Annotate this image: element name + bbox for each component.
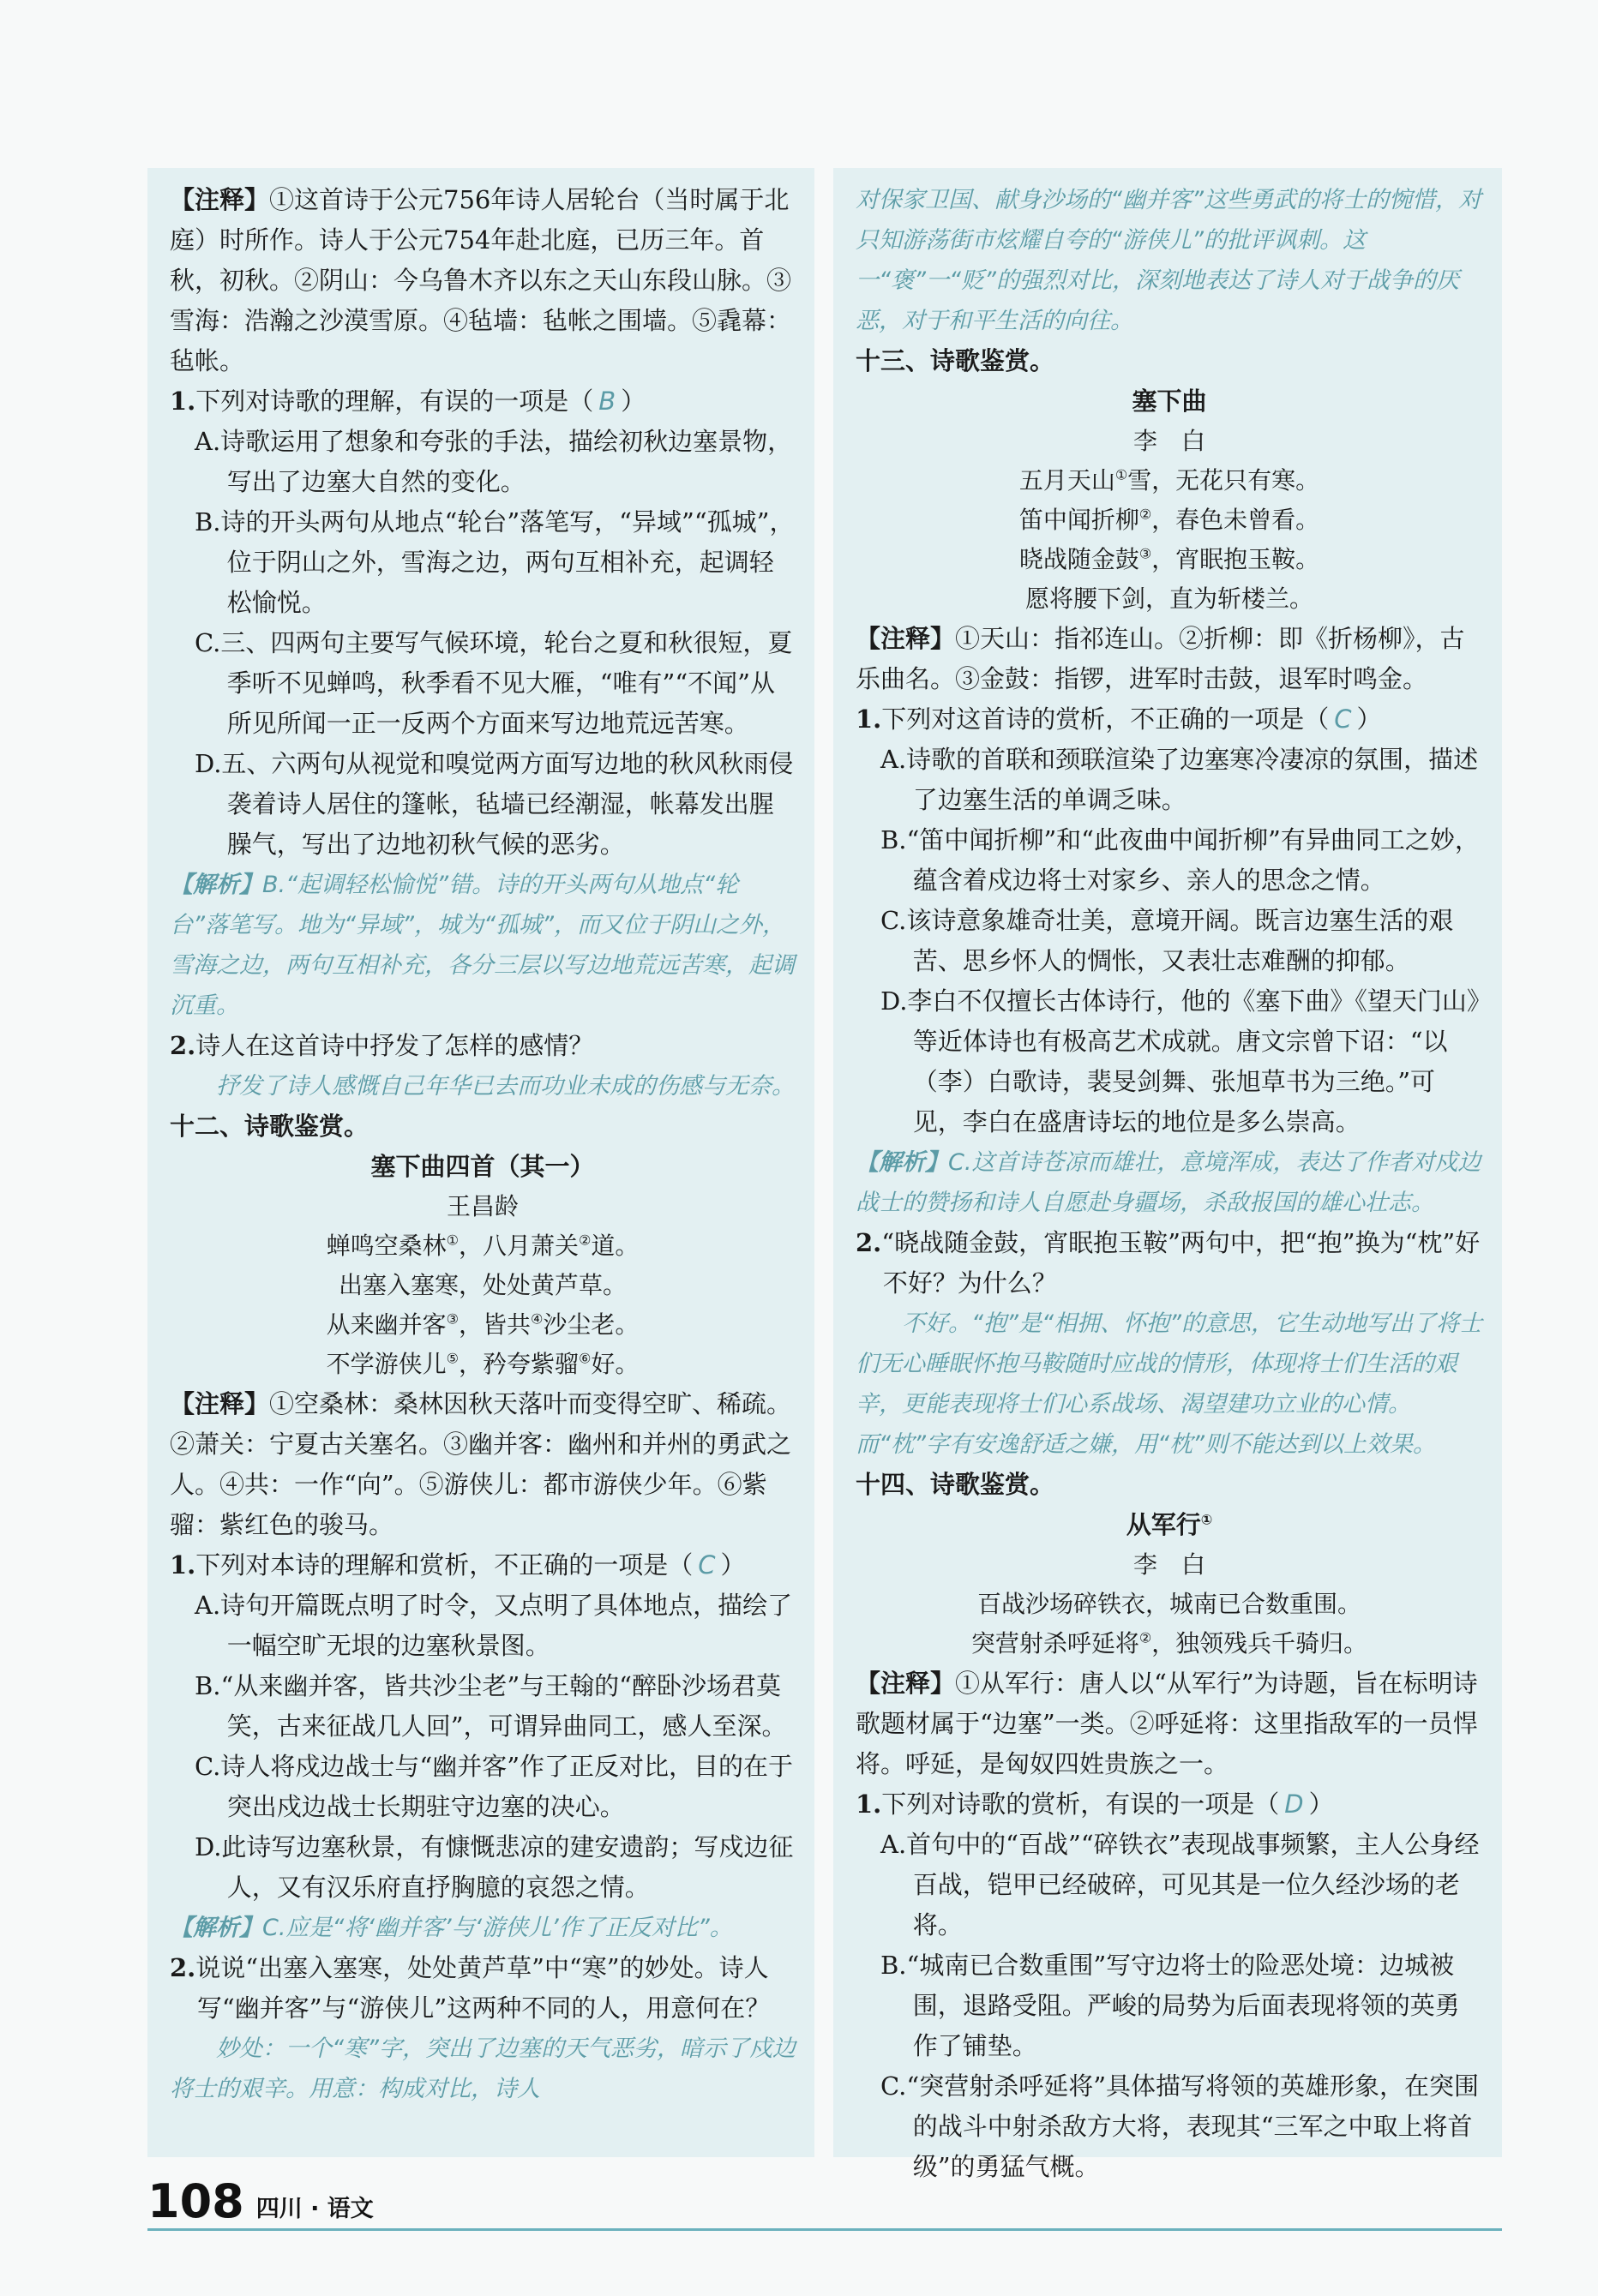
option-a: A.诗歌的首联和颈联渲染了边塞寒冷凄凉的氛围，描述了边塞生活的单调乏味。 (880, 745, 1479, 814)
poem-title: 塞下曲 (1132, 387, 1207, 416)
analysis-12-1: 【解析】C.应是“将‘幽并客’与‘游侠儿’作了正反对比”。 (170, 1915, 733, 1941)
section-heading-14: 十四、诗歌鉴赏。 (856, 1470, 1055, 1499)
question-13-2: 2.“晓战随金鼓，宵眠抱玉鞍”两句中，把“抱”换为“枕”好不好？为什么？ (856, 1228, 1481, 1298)
poem-line: 愿将腰下剑，直为斩楼兰。 (1024, 584, 1313, 613)
option-c: C.“突营射杀呼延将”具体描写将领的英雄形象，在突围的战斗中射杀敌方大将，表现其“三军之中取上将首级”的勇猛气概。 (880, 2071, 1480, 2181)
option-b: B.“笛中闻折柳”和“此夜曲中闻折柳”有异曲同工之妙，蕴含着戍边将士对家乡、亲人的思念之情。 (880, 825, 1480, 895)
question-12-2: 2.说说“出塞入塞寒，处处黄芦草”中“寒”的妙处。诗人写“幽并客”与“游侠儿”这两种不同的人，用意何在？ (170, 1953, 771, 2023)
note-poem-12: 【注释】①空桑林：桑林因秋天落叶而变得空旷、稀疏。②萧关：宁夏古关塞名。③幽并客：幽州和并州的勇武之人。④共：一作“向”。⑤游侠儿：都市游侠少年。⑥紫骝：紫红色的骏马。 (170, 1389, 792, 1539)
note-poem-11: 【注释】①这首诗于公元756年诗人居轮台（当时属于北庭）时所作。诗人于公元754年赴北庭，已历三年。首秋，初秋。②阴山：今乌鲁木齐以东之天山东段山脉。③雪海：浩瀚之沙漠雪原。④毡墙：毡帐之围墙。⑤毳幕：毡帐。 (170, 185, 792, 375)
option-d: D.此诗写边塞秋景，有慷慨悲凉的建安遗韵；写戍边征人，又有汉乐府直抒胸臆的哀怨之情。 (195, 1832, 794, 1902)
poem-line: 突营射杀呼延将②，独领残兵千骑归。 (970, 1629, 1368, 1658)
option-b: B.“从来幽并客，皆共沙尘老”与王翰的“醉卧沙场君莫笑，古来征战几人回”，可谓异曲同工，感人至深。 (195, 1671, 787, 1741)
poem-author: 王昌龄 (446, 1192, 519, 1220)
book-info: 四川 · 语文 (255, 2196, 374, 2222)
section-heading-13: 十三、诗歌鉴赏。 (856, 346, 1055, 375)
analysis-13-1: 【解析】C.这首诗苍凉而雄壮，意境浑成，表达了作者对戍边战士的赞扬和诗人自愿赴身疆场，杀敌报国的雄心壮志。 (856, 1149, 1481, 1216)
poem-line: 五月天山①雪，无花只有寒。 (1018, 466, 1320, 495)
option-d: D.五、六两句从视觉和嗅觉两方面写边地的秋风秋雨侵袭着诗人居住的篷帐，毡墙已经潮湿，帐幕发出腥臊气，写出了边地初秋气候的恶劣。 (195, 749, 794, 859)
answer-12-2: 妙处：一个“寒”字，突出了边塞的天气恶劣，暗示了戍边将士的艰辛。用意：构成对比，诗人 (170, 2035, 796, 2102)
answer-mark: C (1334, 704, 1352, 734)
poem-title: 塞下曲四首（其一） (370, 1152, 595, 1181)
poem-line: 出塞入塞寒，处处黄芦草。 (338, 1271, 627, 1299)
option-a: A.诗歌运用了想象和夸张的手法，描绘初秋边塞景物，写出了边塞大自然的变化。 (195, 427, 793, 496)
question-14-1: 1.下列对诗歌的赏析，有误的一项是（ D ） (856, 1789, 1334, 1819)
answer-mark: B (598, 387, 616, 416)
poem-title: 从军行① (1126, 1510, 1213, 1539)
page-number: 108 (147, 2174, 244, 2228)
note-poem-14: 【注释】①从军行：唐人以“从军行”为诗题，旨在标明诗歌题材属于“边塞”一类。②呼延将：这里指敌军的一员悍将。呼延，是匈奴四姓贵族之一。 (856, 1669, 1478, 1778)
note-poem-13: 【注释】①天山：指祁连山。②折柳：即《折杨柳》，古乐曲名。③金鼓：指锣，进军时击鼓，退军时鸣金。 (856, 624, 1465, 693)
question-11-2: 2.诗人在这首诗中抒发了怎样的感情？ (170, 1031, 594, 1060)
question-11-1: 1.下列对诗歌的理解，有误的一项是（ B ） (170, 387, 646, 416)
question-12-1: 1.下列对本诗的理解和赏析，不正确的一项是（ C ） (170, 1550, 746, 1580)
option-b: B.诗的开头两句从地点“轮台”落笔写，“异域”“孤城”，位于阴山之外，雪海之边，两句互相补充，起调轻松愉悦。 (195, 507, 795, 617)
option-d: D.李白不仅擅长古体诗行，他的《塞下曲》《望天门山》等近体诗也有极高艺术成就。唐文宗曾下诏：“以（李）白歌诗，裴旻剑舞、张旭草书为三绝。”可见，李白在盛唐诗坛的地位是多么崇高。 (880, 986, 1480, 1136)
footer-divider (147, 2228, 1502, 2231)
section-heading-12: 十二、诗歌鉴赏。 (170, 1112, 369, 1141)
option-b: B.“城南已合数重围”写守边将士的险恶处境：边城被围，退路受阻。严峻的局势为后面表现将领的英勇作了铺垫。 (880, 1951, 1460, 2060)
poem-author: 李 白 (1132, 1550, 1205, 1579)
poem-author: 李 白 (1132, 427, 1205, 455)
option-a: A.首句中的“百战”“碎铁衣”表现战事频繁，主人公身经百战，铠甲已经破碎，可见其是一位久经沙场的老将。 (880, 1830, 1480, 1939)
poem-line: 从来幽并客③，皆共④沙尘老。 (326, 1310, 640, 1339)
answer-13-2: 不好。“抱”是“相拥、怀抱”的意思，它生动地写出了将士们无心睡眠怀抱马鞍随时应战的情形，体现将士们生活的艰辛，更能表现将士们心系战场、渴望建功立业的心情。而“枕”字有安逸舒适之嫌，用“枕”则不能达到以上效果。 (856, 1310, 1482, 1458)
option-c: C.三、四两句主要写气候环境，轮台之夏和秋很短，夏季听不见蝉鸣，秋季看不见大雁，“唯有”“不闻”从所见所闻一正一反两个方面来写边地荒远苦寒。 (195, 628, 793, 738)
analysis-11-1: 【解析】B.“起调轻松愉悦”错。诗的开头两句从地点“轮台”落笔写。地为“异域”，城为“孤城”，而又位于阴山之外，雪海之边，两句互相补充，各分三层以写边地荒远苦寒，起调沉重。 (170, 872, 795, 1019)
answer-11-2: 抒发了诗人感慨自己年华已去而功业未成的伤感与无奈。 (216, 1073, 795, 1100)
poem-line: 笛中闻折柳②，春色未曾看。 (1018, 506, 1320, 534)
answer-mark: C (698, 1550, 716, 1580)
option-c: C.该诗意象雄奇壮美，意境开阔。既言边塞生活的艰苦、思乡怀人的惆怅，又表壮志难酬的抑郁。 (880, 906, 1454, 975)
question-13-1: 1.下列对这首诗的赏析，不正确的一项是（ C ） (856, 704, 1382, 734)
poem-line: 蝉鸣空桑林①，八月萧关②道。 (326, 1232, 640, 1260)
left-column (147, 168, 814, 2157)
poem-line: 不学游侠儿⑤，矜夸紫骝⑥好。 (326, 1350, 640, 1378)
poem-line: 晓战随金鼓③，宵眠抱玉鞍。 (1018, 545, 1320, 573)
poem-line: 百战沙场碎铁衣，城南已合数重围。 (976, 1590, 1361, 1618)
option-a: A.诗句开篇既点明了时令，又点明了具体地点，描绘了一幅空旷无垠的边塞秋景图。 (195, 1591, 793, 1660)
option-c: C.诗人将戍边战士与“幽并客”作了正反对比，目的在于突出戍边战士长期驻守边塞的决心。 (195, 1752, 794, 1821)
right-column (833, 168, 1502, 2181)
answer-12-2-continued: 对保家卫国、献身沙场的“幽并客”这些勇武的将士的惋惜，对只知游荡街市炫耀自夸的“游侠儿”的批评讽刺。这一“褒”一“贬”的强烈对比，深刻地表达了诗人对于战争的厌恶，对于和平生活的向往。 (856, 187, 1481, 334)
page-footer (147, 2175, 374, 2227)
answer-mark: D (1284, 1789, 1304, 1819)
